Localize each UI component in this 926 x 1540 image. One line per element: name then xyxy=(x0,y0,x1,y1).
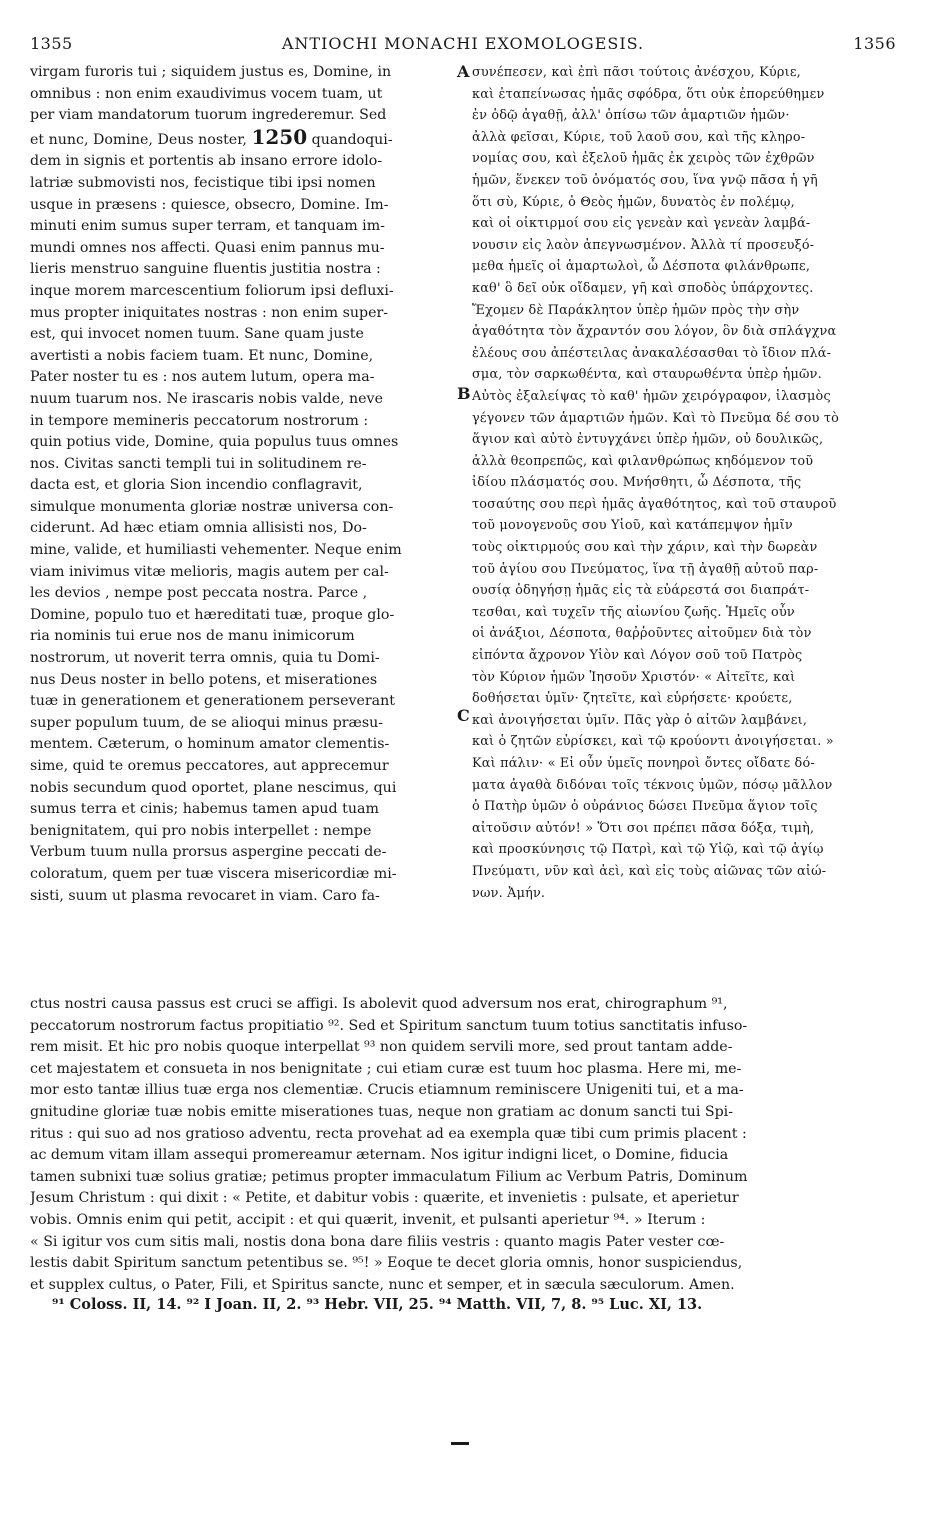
greek-text-line: ἀλλὰ φεῖσαι, Κύριε, τοῦ λαοῦ σου, καὶ τῆς κληρο- xyxy=(472,129,806,145)
text-line: dem in signis et portentis ab insano errore idolo- xyxy=(30,153,383,170)
greek-text-line: τὸν Κύριον ἡμῶν Ἰησοῦν Χριστόν· « Αἰτεῖτε, καὶ xyxy=(472,669,796,685)
text-line: sime, quid te oremus peccatores, aut apprecemur xyxy=(30,758,389,774)
greek-text-line: ἡμῶν, ἕνεκεν τοῦ ὀνόματός σου, ἵνα γνῷ πᾶσα ἡ γῆ xyxy=(472,172,818,188)
text-line: « Si igitur vos cum sitis mali, nostis dona bona dare filiis vestris : quanto magis Pater vester cœ- xyxy=(30,1233,725,1250)
greek-text-line: τοσαύτης σου περὶ ἡμᾶς ἀγαθότητος, καὶ τοῦ σταυροῦ xyxy=(472,496,837,512)
greek-text-line: γέγονεν τῶν ἁμαρτιῶν ἡμῶν. Καὶ τὸ Πνεῦμα δέ σου τὸ xyxy=(472,410,840,426)
text-line: lestis dabit Spiritum sanctum petentibus se. ⁹⁵! » Eoque te decet gloria omnis, honor suspiciendus, xyxy=(30,1255,743,1272)
text-line: simulque monumenta gloriæ nostræ universa con- xyxy=(30,498,394,515)
text-line: super populum tuum, de se alioqui minus præsu- xyxy=(30,714,384,731)
text-line: nobis secundum quod oportet, plane nescimus, qui xyxy=(30,779,397,796)
text-line: mus propter iniquitates nostras : non enim super- xyxy=(30,304,389,321)
greek-text-line: Ἔχομεν δὲ Παράκλητον ὑπὲρ ἡμῶν πρὸς τὴν σὴν xyxy=(472,302,800,318)
greek-text-line: καὶ ἐταπείνωσας ἡμᾶς σφόδρα, ὅτι οὐκ ἐπορεύθημεν xyxy=(472,86,825,102)
greek-text-line: ὅτι σὺ, Κύριε, ὁ Θεὸς ἡμῶν, δυνατὸς ἐν πολέμῳ, xyxy=(472,194,795,210)
greek-column xyxy=(472,62,898,904)
text-line: avertisti a nobis faciem tuam. Et nunc, Domine, xyxy=(30,347,374,364)
greek-text-line: αἰτοῦσιν αὐτόν! » Ὅτι σοι πρέπει πᾶσα δόξα, τιμὴ, xyxy=(472,820,815,836)
text-line: tamen subnixi tuæ solius gratiæ; petimus propter immaculatum Filium ac Verbum Patris, Dominum xyxy=(30,1168,748,1185)
text-line: benignitatem, qui pro nobis interpellet : nempe xyxy=(30,822,372,839)
text-line: ria nominis tui erue nos de manu inimicorum xyxy=(30,628,355,645)
text-line: nus Deus noster in bello potens, et miserationes xyxy=(30,671,378,688)
text-line: Verbum tuum nulla prorsus aspergine peccati de- xyxy=(30,844,387,861)
text-line: virgam furoris tui ; siquidem justus es, Domine, in xyxy=(30,64,392,80)
text-line: quin potius vide, Domine, quia populus tuus omnes xyxy=(30,434,399,451)
text-line: nuum tuarum nos. Ne irascaris nobis valde, neve xyxy=(30,390,383,407)
greek-text-line: εἰπόντα ἄχρονον Υἱὸν καὶ Λόγον σοῦ τοῦ Πατρὸς xyxy=(472,648,803,664)
margin-marker-a: A xyxy=(457,62,470,81)
greek-text-line: μεθα ἡμεῖς οἱ ἁμαρτωλοὶ, ὦ Δέσποτα φιλάνθρωπε, xyxy=(472,259,811,275)
greek-text-line: καθ' ὃ δεῖ οὐκ οἴδαμεν, γῆ καὶ σποδὸς ὑπάρχοντες. xyxy=(472,280,814,296)
greek-text-line: νων. Ἀμήν. xyxy=(472,885,546,901)
greek-text-line: ματα ἀγαθὰ διδόναι τοῖς τέκνοις ὑμῶν, πόσῳ μᾶλλον xyxy=(472,777,833,793)
text-line: ciderunt. Ad hæc etiam omnia allisisti nos, Do- xyxy=(30,520,367,537)
text-line: mor esto tantæ illius tuæ erga nos clementiæ. Crucis etiamnum reminiscere Unigeniti tui, et a ma- xyxy=(30,1082,744,1099)
text-line: Pater noster tu es : nos autem lutum, opera ma- xyxy=(30,369,375,386)
greek-text-line: Καὶ πάλιν· « Εἰ οὖν ὑμεῖς πονηροὶ ὄντες οἴδατε δό- xyxy=(472,756,815,771)
greek-text-line: Πνεύματι, νῦν καὶ ἀεὶ, καὶ εἰς τοὺς αἰῶνας τῶν αἰώ- xyxy=(472,863,827,879)
greek-text-line: τοῦ μονογενοῦς σου Υἱοῦ, καὶ κατάπεμψον ἡμῖν xyxy=(472,518,793,534)
text-line: Domine, populo tuo et hæreditati tuæ, proque glo- xyxy=(30,606,395,623)
text-line: ritus : qui suo ad nos gratioso adventu, recta provehat ad ea exempla quæ tibi cum primis placent : xyxy=(30,1125,747,1142)
greek-text-line: Αὐτὸς ἐξαλείψας τὸ καθ' ἡμῶν χειρόγραφον, ἱλασμὸς xyxy=(472,388,831,404)
text-line: dacta est, et gloria Sion incendio conflagravit, xyxy=(30,477,363,494)
text-line: coloratum, quem per tuæ viscera misericordiæ mi- xyxy=(30,865,397,882)
page-header xyxy=(30,34,896,56)
text-line: est, qui invocet nomen tuum. Sane quam juste xyxy=(30,326,364,343)
greek-text-line: καὶ ἀνοιγήσεται ὑμῖν. Πᾶς γὰρ ὁ αἰτῶν λαμβάνει, xyxy=(472,712,808,728)
text-line: rem misit. Et hic pro nobis quoque interpellat ⁹³ non quidem servili more, sed prout tantam adde- xyxy=(30,1039,733,1056)
margin-marker-b: B xyxy=(457,384,471,403)
greek-text-line: ἅγιον καὶ αὐτὸ ἐντυγχάνει ὑπὲρ ἡμῶν, οὐ δουλικῶς, xyxy=(472,432,824,448)
text-line: latriæ submovisti nos, fecistique tibi ipsi nomen xyxy=(30,174,376,191)
greek-text-line: συνέπεσεν, καὶ ἐπὶ πᾶσι τούτοις ἀνέσχου, Κύριε, xyxy=(472,65,801,80)
greek-text-line: τεσθαι, καὶ τυχεῖν τῆς αἰωνίου ζωῆς. Ἡμεῖς οὖν xyxy=(472,604,795,620)
greek-text-line: καὶ οἱ οἰκτιρμοί σου εἰς γενεὰν καὶ γενεὰν λαμβά- xyxy=(472,216,811,232)
greek-text-line: ἀλλὰ θεοπρεπῶς, καὶ φιλανθρώπως κηδόμενον τοῦ xyxy=(472,453,814,469)
greek-text-line: ουσίᾳ ὁδηγήσῃ ἡμᾶς εἰς τὰ εὐάρεστά σοι διαπράτ- xyxy=(472,583,810,599)
greek-text-line: νουσιν εἰς λαὸν ἀπεγνωσμένον. Ἀλλὰ τί προσευξό- xyxy=(472,237,815,253)
text-line: vobis. Omnis enim qui petit, accipit : et qui quærit, invenit, et pulsanti aperietur ⁹⁴. » Iterum : xyxy=(30,1211,706,1228)
text-line: ac demum vitam illam assequi promereamur æternam. Nos igitur indigni licet, o Domine, fiducia xyxy=(30,1147,729,1164)
text-line: et supplex cultus, o Pater, Fili, et Spiritus sancte, nunc et semper, et in sæcula sæculorum. Amen. xyxy=(30,1276,735,1293)
text-line: cet majestatem et consueta in nos benignitate ; cui etiam curæ est tuum hoc plasma. Here mi, me- xyxy=(30,1060,742,1077)
margin-marker-c: C xyxy=(457,706,470,725)
greek-text-line: ὁ Πατὴρ ὑμῶν ὁ οὐράνιος δώσει Πνεῦμα ἅγιον τοῖς xyxy=(472,799,818,815)
text-line: sisti, suum ut plasma revocaret in viam. Caro fa- xyxy=(30,887,380,904)
column-number-right: 1356 xyxy=(853,34,896,53)
text-line: mundi omnes nos affecti. Quasi enim pannus mu- xyxy=(30,239,385,256)
text-line: inque morem marcescentium foliorum ipsi defluxi- xyxy=(30,282,394,299)
greek-text-line: οἱ ἀνάξιοι, Δέσποτα, θαῤῥοῦντες αἰτοῦμεν διὰ τὸν xyxy=(472,626,812,642)
inline-column-number: 1250 xyxy=(251,126,308,149)
page-end-dash xyxy=(451,1442,469,1445)
footnotes: ⁹¹ Coloss. II, 14. ⁹² I Joan. II, 2. ⁹³ Hebr. VII, 25. ⁹⁴ Matth. VII, 7, 8. ⁹⁵ Luc. XI, 13. xyxy=(52,1296,703,1313)
text-line: gnitudine gloriæ tuæ nobis emitte miserationes tuas, neque non gratiam ac donum sancti tui Spi- xyxy=(30,1103,733,1120)
text-line: mine, valide, et humiliasti vehementer. Neque enim xyxy=(30,542,402,559)
text-line: peccatorum nostrorum factus propitiatio ⁹². Sed et Spiritum sanctum tuum totius sanctitatis infuso- xyxy=(30,1017,748,1034)
text-line: les devios , nempe post peccata nostra. Parce , xyxy=(30,585,368,602)
text-line: sumus terra et cinis; habemus tamen apud tuam xyxy=(30,801,379,818)
text-line: nos. Civitas sancti templi tui in solitudinem re- xyxy=(30,455,367,472)
greek-text-line: καὶ ὁ ζητῶν εὑρίσκει, καὶ τῷ κρούοντι ἀνοιγήσεται. » xyxy=(472,734,834,750)
greek-text-line: τοὺς οἰκτιρμούς σου καὶ τὴν χάριν, καὶ τὴν δωρεὰν xyxy=(472,540,818,556)
greek-text-line: ἀγαθότητα τὸν ἄχραντόν σου λόγον, ὃν διὰ σπλάγχνα xyxy=(472,324,837,340)
greek-text-line: ἐλέους σου ἀπέστειλας ἀνακαλέσασθαι τὸ ἴδιον πλά- xyxy=(472,345,832,361)
greek-text-line: δοθήσεται ὑμῖν· ζητεῖτε, καὶ εὑρήσετε· κρούετε, xyxy=(472,691,793,707)
latin-continuation xyxy=(30,994,898,1296)
greek-text-line: ἐν ὁδῷ ἀγαθῇ, ἀλλ' ὀπίσω τῶν ἁμαρτιῶν ἡμῶν· xyxy=(472,108,790,124)
text-line: Jesum Christum : qui dixit : « Petite, et dabitur vobis : quærite, et invenietis : pulsate, et aperietur xyxy=(30,1190,739,1207)
text-line: mentem. Cæterum, o hominum amator clementis- xyxy=(30,736,390,753)
text-line: in tempore memineris peccatorum nostrorum : xyxy=(30,412,369,429)
greek-text-line: ἰδίου πλάσματός σου. Μνήσθητι, ὦ Δέσποτα, τῆς xyxy=(472,475,802,491)
text-line: per viam mandatorum tuorum ingrederemur. Sed xyxy=(30,107,387,124)
text-line: ctus nostri causa passus est cruci se affigi. Is abolevit quod adversum nos erat, chirographum ⁹¹, xyxy=(30,996,728,1012)
text-line: et nunc, Domine, Deus noster, 1250 quandoqui- xyxy=(30,126,393,149)
greek-text-line: καὶ προσκύνησις τῷ Πατρὶ, καὶ τῷ Υἱῷ, καὶ τῷ ἁγίῳ xyxy=(472,842,824,858)
text-line: nostrorum, ut noverit terra omnis, quia tu Domi- xyxy=(30,650,380,667)
text-line: tuæ in generationem et generationem perseverant xyxy=(30,693,395,710)
text-line: omnibus : non enim exaudivimus vocem tuam, ut xyxy=(30,85,383,102)
greek-text-line: νομίας σου, καὶ ἐξελοῦ ἡμᾶς ἐκ χειρὸς τῶν ἐχθρῶν xyxy=(472,151,815,167)
greek-text-line: σμα, τὸν σαρκωθέντα, καὶ σταυρωθέντα ὑπὲρ ἡμῶν. xyxy=(472,367,822,383)
running-title: ANTIOCHI MONACHI EXOMOLOGESIS. xyxy=(281,34,645,53)
text-line: lieris menstruo sanguine fluentis justitia nostra : xyxy=(30,261,381,278)
text-line: usque in præsens : quiesce, obsecro, Domine. Im- xyxy=(30,196,389,213)
column-number-left: 1355 xyxy=(30,34,73,53)
text-line: viam inivimus vitæ melioris, magis autem per cal- xyxy=(30,563,389,580)
text-line: minuti enim sumus super terram, et tanquam im- xyxy=(30,218,385,235)
latin-column xyxy=(30,62,458,907)
greek-text-line: τοῦ ἁγίου σου Πνεύματος, ἵνα τῇ ἀγαθῇ αὐτοῦ παρ- xyxy=(472,561,819,577)
